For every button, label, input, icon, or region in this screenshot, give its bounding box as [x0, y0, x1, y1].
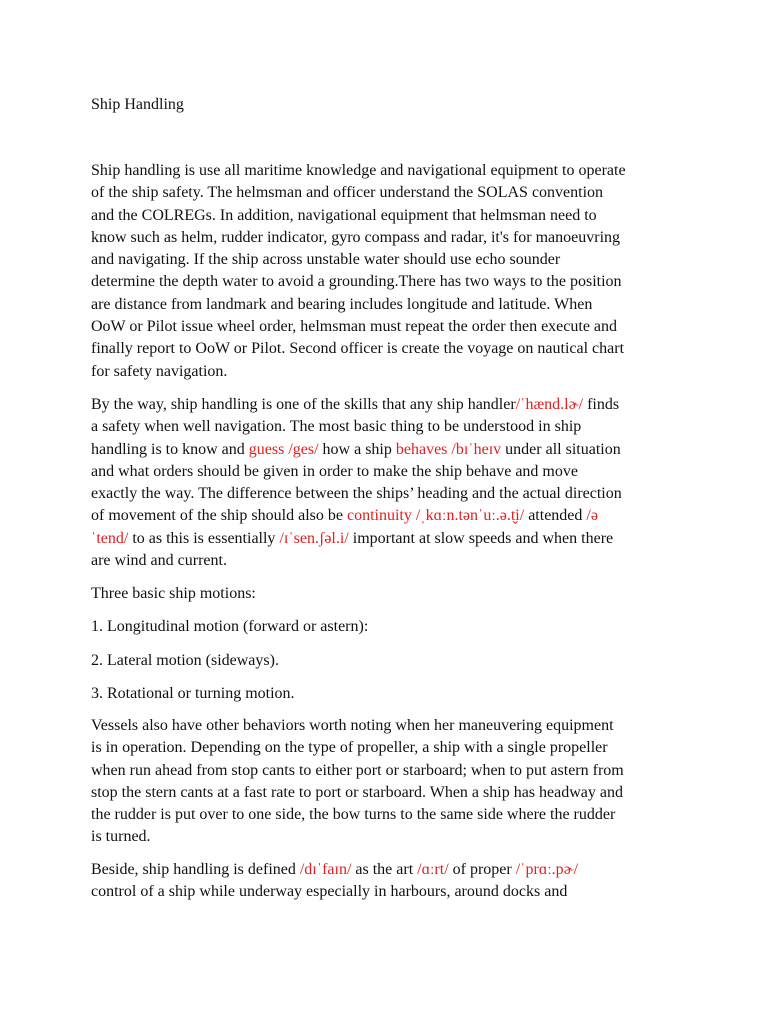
text-line: finally report to OoW or Pilot. Second officer is create the voyage on nautical chart — [91, 340, 625, 358]
text-segment: finds — [583, 396, 620, 413]
pronunciation-proper: /ˈprɑː.pɚ/ — [515, 861, 579, 878]
list-item: 2. Lateral motion (sideways). — [91, 652, 279, 669]
pronunciation-define: /dɪˈfaɪn/ — [299, 861, 352, 878]
pronunciation-handler: /ˈhænd.lɚ/ — [515, 396, 584, 413]
text-line: a safety when well navigation. The most basic thing to be understood in ship — [91, 418, 582, 436]
text-line: Ship handling is use all maritime knowledge and navigational equipment to operate — [91, 162, 626, 179]
vocab-behaves: behaves /bɪˈheɪv — [395, 440, 502, 458]
text-line: OoW or Pilot issue wheel order, helmsman must repeat the order then execute and — [91, 318, 618, 336]
text-line: of the ship safety. The helmsman and officer understand the SOLAS convention — [91, 184, 604, 202]
paragraph-behaviors — [91, 715, 691, 849]
text-line: when run ahead from stop cants to either port or starboard; when to put astern from — [91, 761, 624, 779]
paragraph-intro — [91, 160, 691, 383]
text-line: and navigating. If the ship across unstable water should use echo sounder — [91, 251, 561, 269]
pronunciation-art: /ɑːrt/ — [417, 861, 449, 878]
paragraph-skills — [91, 394, 691, 572]
text-segment: important at slow speeds and when there — [348, 529, 614, 547]
list-item: 3. Rotational or turning motion. — [91, 685, 295, 702]
pronunciation-attended-end: ˈtend/ — [91, 529, 129, 547]
vocab-guess: guess /ges/ — [248, 440, 319, 458]
text-line: and what orders should be given in order to make the ship behave and move — [91, 462, 578, 480]
list-item: 1. Longitudinal motion (forward or astern): — [91, 618, 369, 635]
text-line: control of a ship while underway especially in harbours, around docks and — [91, 883, 568, 901]
text-segment: to as this is essentially — [128, 529, 280, 547]
text-segment: as the art — [351, 861, 418, 878]
text-line: for safety navigation. — [91, 362, 228, 380]
text-segment: of proper — [448, 861, 516, 878]
text-segment: of movement of the ship should also be — [91, 507, 347, 525]
paragraph-definition — [91, 859, 691, 904]
text-line: and the COLREGs. In addition, navigational equipment that helmsman need to — [91, 206, 597, 224]
pronunciation-essentially: /ɪˈsen.ʃəl.i/ — [279, 529, 349, 547]
paragraph-motions-heading: Three basic ship motions: — [91, 585, 256, 602]
text-line: Vessels also have other behaviors worth noting when her maneuvering equipment — [91, 717, 614, 734]
text-line: know such as helm, rudder indicator, gyro compass and radar, it's for manoeuvring — [91, 228, 621, 246]
vocab-continuity: continuity /ˌkɑːn.tənˈuː.ə.t̬i/ — [346, 507, 525, 525]
text-line: the rudder is put over to one side, the bow turns to the same side where the rudder — [91, 806, 616, 824]
text-segment: By the way, ship handling is one of the skills that any ship handler — [91, 396, 516, 413]
text-segment: attended — [524, 507, 587, 525]
document-title: Ship Handling — [91, 96, 184, 113]
text-line: is in operation. Depending on the type of propeller, a ship with a single propeller — [91, 739, 608, 757]
text-line — [91, 859, 691, 881]
text-line — [91, 505, 691, 527]
text-segment: how a ship — [318, 440, 396, 458]
pronunciation-attended-start: /ə — [586, 507, 598, 525]
text-line: determine the depth water to avoid a grounding.There has two ways to the position — [91, 273, 622, 291]
text-line — [91, 394, 691, 416]
text-line — [91, 528, 691, 550]
text-line — [91, 439, 691, 461]
text-segment: handling is to know and — [91, 440, 249, 458]
text-line: stop the stern cants at a fast rate to port or starboard. When a ship has headway and — [91, 783, 623, 801]
text-line: exactly the way. The difference between the ships’ heading and the actual direction — [91, 485, 622, 503]
text-segment: under all situation — [501, 440, 621, 458]
text-line: is turned. — [91, 828, 151, 846]
text-line: are wind and current. — [91, 552, 227, 570]
text-line: are distance from landmark and bearing includes longitude and latitude. When — [91, 295, 593, 313]
text-segment: Beside, ship handling is defined — [91, 861, 300, 878]
